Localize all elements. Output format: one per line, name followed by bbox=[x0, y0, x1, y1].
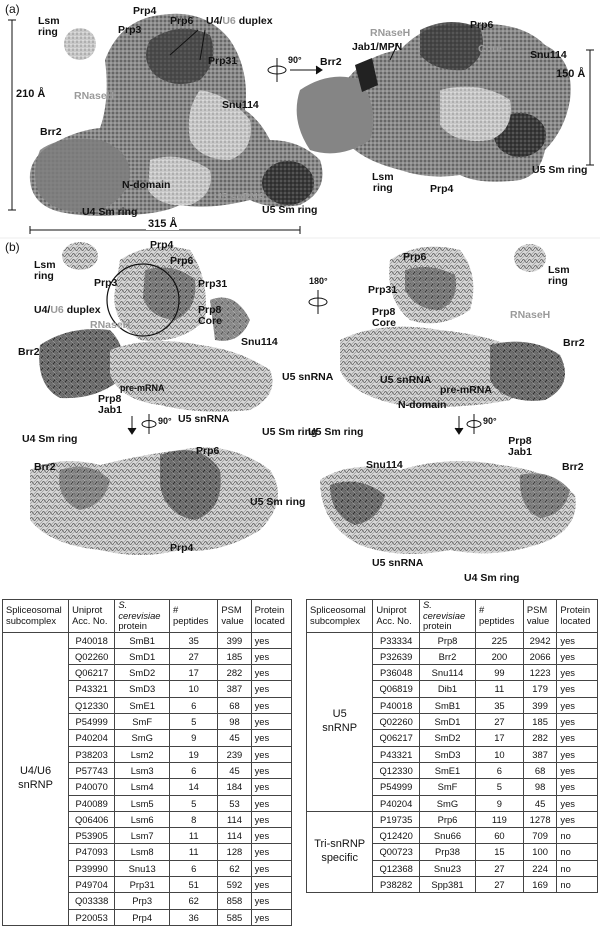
protein-located: yes bbox=[251, 779, 291, 795]
peptide-count: 11 bbox=[170, 844, 218, 860]
header-peptides: # peptides bbox=[170, 600, 218, 633]
table-row bbox=[307, 632, 598, 648]
protein-located: yes bbox=[251, 697, 291, 713]
label-n-domain-a: N-domain bbox=[122, 179, 171, 191]
psm-value: 45 bbox=[523, 795, 557, 811]
psm-value: 185 bbox=[523, 714, 557, 730]
label-n-domain-b-right: N-domain bbox=[398, 399, 447, 411]
protein-name: SmF bbox=[419, 779, 475, 795]
protein-name: SmG bbox=[419, 795, 475, 811]
protein-name: Lsm6 bbox=[115, 811, 170, 827]
peptide-count: 6 bbox=[170, 762, 218, 778]
header-protein: S. cerevisiae protein bbox=[115, 600, 170, 633]
peptide-count: 6 bbox=[170, 860, 218, 876]
label-brr2-b-bottom-left: Brr2 bbox=[34, 461, 56, 473]
protein-located: yes bbox=[251, 762, 291, 778]
acc-number: Q06406 bbox=[69, 811, 115, 827]
peptide-count: 27 bbox=[475, 877, 523, 893]
acc-number: Q06217 bbox=[69, 665, 115, 681]
header-peptides: # peptides bbox=[475, 600, 523, 633]
protein-located: yes bbox=[557, 681, 598, 697]
cryoem-map-side bbox=[297, 19, 571, 182]
label-snu114-b-bottom-right: Snu114 bbox=[366, 459, 403, 471]
protein-located: yes bbox=[251, 795, 291, 811]
label-u5-sm-ring-b: U5 Sm ring bbox=[262, 426, 318, 438]
psm-value: 62 bbox=[218, 860, 251, 876]
header-acc: Uniprot Acc. No. bbox=[373, 600, 420, 633]
peptide-count: 8 bbox=[170, 811, 218, 827]
label-lsm-ring-b: Lsm ring bbox=[34, 259, 56, 283]
psm-value: 585 bbox=[218, 909, 251, 925]
protein-located: yes bbox=[557, 730, 598, 746]
psm-value: 68 bbox=[218, 697, 251, 713]
protein-located: yes bbox=[251, 844, 291, 860]
group-u4u6-snrnp: U4/U6 snRNP bbox=[3, 632, 69, 925]
protein-located: yes bbox=[557, 632, 598, 648]
label-u5-snrna-b-right: U5 snRNA bbox=[380, 374, 432, 386]
table-header-row bbox=[3, 600, 292, 633]
table-row bbox=[307, 811, 598, 827]
label-prp8-jab1-b-bottom-right: Prp8 Jab1 bbox=[508, 435, 532, 459]
peptide-count: 35 bbox=[170, 632, 218, 648]
protein-name: SmF bbox=[115, 714, 170, 730]
label-prp6-a-right: Prp6 bbox=[470, 19, 494, 31]
peptide-count: 200 bbox=[475, 648, 523, 664]
acc-number: P39990 bbox=[69, 860, 115, 876]
psm-value: 399 bbox=[523, 697, 557, 713]
protein-located: no bbox=[557, 844, 598, 860]
peptide-count: 9 bbox=[170, 730, 218, 746]
acc-number: P54999 bbox=[69, 714, 115, 730]
protein-name: SmD1 bbox=[115, 648, 170, 664]
protein-located: yes bbox=[251, 714, 291, 730]
label-pre-mrna-b-right: pre-mRNA bbox=[440, 384, 492, 396]
label-snu114-a-right: Snu114 bbox=[530, 49, 567, 61]
label-u5-snrna-b-bottom-right: U5 snRNA bbox=[372, 557, 424, 569]
dimension-height-right: 150 Å bbox=[556, 68, 586, 80]
protein-name: Lsm2 bbox=[115, 746, 170, 762]
protein-located: yes bbox=[251, 730, 291, 746]
acc-number: P33334 bbox=[373, 632, 420, 648]
table-row bbox=[3, 632, 292, 648]
protein-name: Prp8 bbox=[419, 632, 475, 648]
label-u4-sm-ring-b-bottom-right: U4 Sm ring bbox=[464, 572, 520, 584]
peptide-count: 27 bbox=[170, 648, 218, 664]
protein-located: no bbox=[557, 860, 598, 876]
header-subcomplex: Spliceosomal subcomplex bbox=[307, 600, 373, 633]
acc-number: P40018 bbox=[69, 632, 115, 648]
peptide-count: 51 bbox=[170, 877, 218, 893]
protein-name: SmD2 bbox=[419, 730, 475, 746]
protein-located: yes bbox=[557, 762, 598, 778]
label-prp6-b-bottom-left: Prp6 bbox=[196, 445, 220, 457]
ribbon-model-bottom-left bbox=[30, 445, 278, 556]
peptide-count: 5 bbox=[170, 714, 218, 730]
psm-value: 387 bbox=[218, 681, 251, 697]
label-prp8-jab1-b: Prp8 Jab1 bbox=[98, 393, 122, 417]
psm-value: 98 bbox=[218, 714, 251, 730]
psm-value: 399 bbox=[218, 632, 251, 648]
label-u5-sm-ring-a-right: U5 Sm ring bbox=[532, 164, 588, 176]
header-psm: PSM value bbox=[523, 600, 557, 633]
label-u5-snrna-b2: U5 snRNA bbox=[178, 413, 230, 425]
protein-name: Prp3 bbox=[115, 893, 170, 909]
table-header-row bbox=[307, 600, 598, 633]
acc-number: P53905 bbox=[69, 828, 115, 844]
peptide-count: 17 bbox=[170, 665, 218, 681]
label-prp31-b-right: Prp31 bbox=[368, 284, 398, 296]
peptide-count: 14 bbox=[170, 779, 218, 795]
label-u5-snrna-b: U5 snRNA bbox=[282, 371, 334, 383]
acc-number: Q12420 bbox=[373, 828, 420, 844]
protein-name: SmD3 bbox=[115, 681, 170, 697]
acc-number: P40070 bbox=[69, 779, 115, 795]
protein-located: yes bbox=[251, 648, 291, 664]
acc-number: Q12330 bbox=[373, 762, 420, 778]
peptide-count: 10 bbox=[475, 746, 523, 762]
psm-value: 2066 bbox=[523, 648, 557, 664]
rotation-90-icon-b-left bbox=[128, 414, 156, 434]
label-brr2-b-bottom-right: Brr2 bbox=[562, 461, 584, 473]
label-snu114-a: Snu114 bbox=[222, 99, 259, 111]
label-u5-sm-ring-b-right: U5 Sm ring bbox=[308, 426, 364, 438]
protein-located: yes bbox=[557, 665, 598, 681]
acc-number: Q02260 bbox=[69, 648, 115, 664]
protein-name: SmD2 bbox=[115, 665, 170, 681]
protein-located: yes bbox=[251, 877, 291, 893]
label-u4-sm-ring-a: U4 Sm ring bbox=[82, 206, 138, 218]
label-prp4-a-right: Prp4 bbox=[430, 183, 454, 195]
protein-name: SmB1 bbox=[419, 697, 475, 713]
panel-b-letter: (b) bbox=[5, 240, 20, 254]
acc-number: P20053 bbox=[69, 909, 115, 925]
protein-located: yes bbox=[557, 714, 598, 730]
peptide-count: 11 bbox=[475, 681, 523, 697]
acc-number: Q06217 bbox=[373, 730, 420, 746]
label-prp4-b: Prp4 bbox=[150, 239, 174, 251]
peptide-count: 15 bbox=[475, 844, 523, 860]
dimension-width-bottom: 315 Å bbox=[148, 218, 178, 230]
peptide-count: 99 bbox=[475, 665, 523, 681]
group-tri-snrnp-specific: Tri-snRNP specific bbox=[307, 811, 373, 892]
acc-number: P43321 bbox=[69, 681, 115, 697]
label-rotation-90-b-left: 90° bbox=[158, 416, 172, 426]
acc-number: Q06819 bbox=[373, 681, 420, 697]
protein-located: yes bbox=[251, 681, 291, 697]
acc-number: P36048 bbox=[373, 665, 420, 681]
header-located: Protein located bbox=[251, 600, 291, 633]
acc-number: Q03338 bbox=[69, 893, 115, 909]
psm-value: 98 bbox=[523, 779, 557, 795]
protein-located: yes bbox=[251, 860, 291, 876]
label-u4u6-duplex-b: U4/U6 duplex bbox=[34, 304, 101, 316]
label-prp4-a: Prp4 bbox=[133, 5, 157, 17]
cryoem-map-front bbox=[30, 14, 323, 216]
acc-number: P40204 bbox=[69, 730, 115, 746]
psm-value: 1223 bbox=[523, 665, 557, 681]
label-rotation-180-b: 180° bbox=[309, 276, 328, 286]
group-u5-snrnp: U5 snRNP bbox=[307, 632, 373, 811]
protein-name: SmG bbox=[115, 730, 170, 746]
protein-located: yes bbox=[251, 632, 291, 648]
panel-a-letter: (a) bbox=[5, 2, 20, 16]
protein-name: Brr2 bbox=[419, 648, 475, 664]
psm-value: 239 bbox=[218, 746, 251, 762]
rotation-180-icon bbox=[309, 290, 327, 314]
psm-value: 2942 bbox=[523, 632, 557, 648]
protein-name: Prp38 bbox=[419, 844, 475, 860]
label-u5-sm-ring-a: U5 Sm ring bbox=[262, 204, 318, 216]
peptide-count: 10 bbox=[170, 681, 218, 697]
protein-name: Lsm3 bbox=[115, 762, 170, 778]
protein-name: Snu114 bbox=[419, 665, 475, 681]
peptide-count: 6 bbox=[170, 697, 218, 713]
protein-located: yes bbox=[251, 811, 291, 827]
protein-name: Lsm5 bbox=[115, 795, 170, 811]
psm-value: 858 bbox=[218, 893, 251, 909]
peptide-count: 27 bbox=[475, 860, 523, 876]
label-rnaseh-a: RNaseH bbox=[74, 90, 115, 102]
peptide-count: 19 bbox=[170, 746, 218, 762]
peptide-count: 9 bbox=[475, 795, 523, 811]
peptide-count: 62 bbox=[170, 893, 218, 909]
acc-number: P19735 bbox=[373, 811, 420, 827]
protein-located: yes bbox=[557, 811, 598, 827]
protein-name: Spp381 bbox=[419, 877, 475, 893]
label-prp31-b: Prp31 bbox=[198, 278, 228, 290]
label-rnaseh-b-right: RNaseH bbox=[510, 309, 551, 321]
peptide-count: 36 bbox=[170, 909, 218, 925]
acc-number: P40204 bbox=[373, 795, 420, 811]
label-rnaseh-b: RNaseH bbox=[90, 319, 131, 331]
protein-located: yes bbox=[251, 893, 291, 909]
label-lsm-ring-b-right: Lsm ring bbox=[548, 264, 570, 288]
label-prp6-b: Prp6 bbox=[170, 255, 194, 267]
peptide-count: 6 bbox=[475, 762, 523, 778]
protein-located: yes bbox=[251, 828, 291, 844]
label-u5-snrna-a: U5 snRNA bbox=[214, 191, 266, 203]
label-prp6-b-right: Prp6 bbox=[403, 251, 427, 263]
psm-value: 282 bbox=[523, 730, 557, 746]
label-prp4-b-bottom-left: Prp4 bbox=[170, 542, 194, 554]
label-brr2-a-right: Brr2 bbox=[320, 56, 342, 68]
psm-value: 45 bbox=[218, 730, 251, 746]
acc-number: P49704 bbox=[69, 877, 115, 893]
acc-number: P40089 bbox=[69, 795, 115, 811]
label-u4-sm-ring-b: U4 Sm ring bbox=[22, 433, 78, 445]
acc-number: P57743 bbox=[69, 762, 115, 778]
protein-located: yes bbox=[557, 697, 598, 713]
protein-located: no bbox=[557, 877, 598, 893]
psm-value: 1278 bbox=[523, 811, 557, 827]
label-rotation-90-b-right: 90° bbox=[483, 416, 497, 426]
peptide-count: 27 bbox=[475, 714, 523, 730]
label-prp3-a: Prp3 bbox=[118, 24, 142, 36]
acc-number: P54999 bbox=[373, 779, 420, 795]
protein-name: Dib1 bbox=[419, 681, 475, 697]
psm-value: 184 bbox=[218, 779, 251, 795]
psm-value: 185 bbox=[218, 648, 251, 664]
protein-name: SmB1 bbox=[115, 632, 170, 648]
acc-number: Q12368 bbox=[373, 860, 420, 876]
protein-located: yes bbox=[251, 909, 291, 925]
psm-value: 224 bbox=[523, 860, 557, 876]
peptide-count: 17 bbox=[475, 730, 523, 746]
psm-value: 68 bbox=[523, 762, 557, 778]
psm-value: 387 bbox=[523, 746, 557, 762]
psm-value: 128 bbox=[218, 844, 251, 860]
protein-located: yes bbox=[251, 665, 291, 681]
label-pre-mrna-b: pre-mRNA bbox=[120, 383, 165, 393]
protein-name: Snu23 bbox=[419, 860, 475, 876]
psm-value: 114 bbox=[218, 811, 251, 827]
protein-name: Prp6 bbox=[419, 811, 475, 827]
table-u5-trisnrnp bbox=[306, 599, 598, 893]
peptide-count: 119 bbox=[475, 811, 523, 827]
protein-name: Prp4 bbox=[115, 909, 170, 925]
acc-number: P38282 bbox=[373, 877, 420, 893]
label-core-a: Core bbox=[478, 43, 502, 55]
label-prp3-b: Prp3 bbox=[94, 277, 118, 289]
psm-value: 179 bbox=[523, 681, 557, 697]
protein-located: yes bbox=[557, 648, 598, 664]
header-acc: Uniprot Acc. No. bbox=[69, 600, 115, 633]
protein-located: no bbox=[557, 828, 598, 844]
acc-number: Q00723 bbox=[373, 844, 420, 860]
psm-value: 45 bbox=[218, 762, 251, 778]
peptide-count: 225 bbox=[475, 632, 523, 648]
peptide-count: 11 bbox=[170, 828, 218, 844]
ribbon-model-bottom-right bbox=[320, 461, 576, 554]
psm-value: 592 bbox=[218, 877, 251, 893]
label-u5-sm-ring-b-bottom-left: U5 Sm ring bbox=[250, 496, 306, 508]
header-located: Protein located bbox=[557, 600, 598, 633]
protein-located: yes bbox=[557, 795, 598, 811]
label-snu114-b: Snu114 bbox=[241, 336, 278, 348]
psm-value: 709 bbox=[523, 828, 557, 844]
header-protein: S. cerevisiae protein bbox=[419, 600, 475, 633]
label-prp6-a: Prp6 bbox=[170, 15, 194, 27]
protein-name: Lsm8 bbox=[115, 844, 170, 860]
protein-name: Snu13 bbox=[115, 860, 170, 876]
protein-name: Prp31 bbox=[115, 877, 170, 893]
protein-name: SmD3 bbox=[419, 746, 475, 762]
psm-value: 114 bbox=[218, 828, 251, 844]
label-brr2-b: Brr2 bbox=[18, 346, 40, 358]
label-lsm-ring-a-right: Lsm ring bbox=[372, 171, 394, 195]
protein-name: SmE1 bbox=[115, 697, 170, 713]
psm-value: 53 bbox=[218, 795, 251, 811]
label-rnaseh-a-right: RNaseH bbox=[370, 27, 411, 39]
label-brr2-b-right: Brr2 bbox=[563, 337, 585, 349]
label-jab1-mpn-a: Jab1/MPN bbox=[352, 41, 403, 53]
acc-number: P38203 bbox=[69, 746, 115, 762]
dimension-height-left: 210 Å bbox=[16, 88, 46, 100]
psm-value: 100 bbox=[523, 844, 557, 860]
rotation-90-icon-b-right bbox=[455, 414, 481, 434]
protein-name: Lsm4 bbox=[115, 779, 170, 795]
table-u4u6-snrnp bbox=[2, 599, 292, 926]
acc-number: P32639 bbox=[373, 648, 420, 664]
header-subcomplex: Spliceosomal subcomplex bbox=[3, 600, 69, 633]
peptide-count: 35 bbox=[475, 697, 523, 713]
protein-located: yes bbox=[251, 746, 291, 762]
peptide-count: 60 bbox=[475, 828, 523, 844]
label-rotation-90-a: 90° bbox=[288, 55, 302, 65]
label-u4u6-duplex-a: U4/U6 duplex bbox=[206, 15, 273, 27]
psm-value: 282 bbox=[218, 665, 251, 681]
protein-name: SmD1 bbox=[419, 714, 475, 730]
acc-number: P47093 bbox=[69, 844, 115, 860]
label-prp8-core-b-right: Prp8 Core bbox=[372, 306, 396, 330]
label-brr2-a: Brr2 bbox=[40, 126, 62, 138]
protein-located: yes bbox=[557, 746, 598, 762]
acc-number: P43321 bbox=[373, 746, 420, 762]
label-prp8-core-b: Prp8 Core bbox=[198, 304, 222, 328]
protein-name: Lsm7 bbox=[115, 828, 170, 844]
acc-number: Q12330 bbox=[69, 697, 115, 713]
protein-located: yes bbox=[557, 779, 598, 795]
protein-name: SmE1 bbox=[419, 762, 475, 778]
acc-number: P40018 bbox=[373, 697, 420, 713]
label-prp31-a: Prp31 bbox=[208, 55, 238, 67]
label-lsm-ring-a: Lsm ring bbox=[38, 15, 60, 39]
peptide-count: 5 bbox=[475, 779, 523, 795]
protein-name: Snu66 bbox=[419, 828, 475, 844]
psm-value: 169 bbox=[523, 877, 557, 893]
peptide-count: 5 bbox=[170, 795, 218, 811]
header-psm: PSM value bbox=[218, 600, 251, 633]
acc-number: Q02260 bbox=[373, 714, 420, 730]
